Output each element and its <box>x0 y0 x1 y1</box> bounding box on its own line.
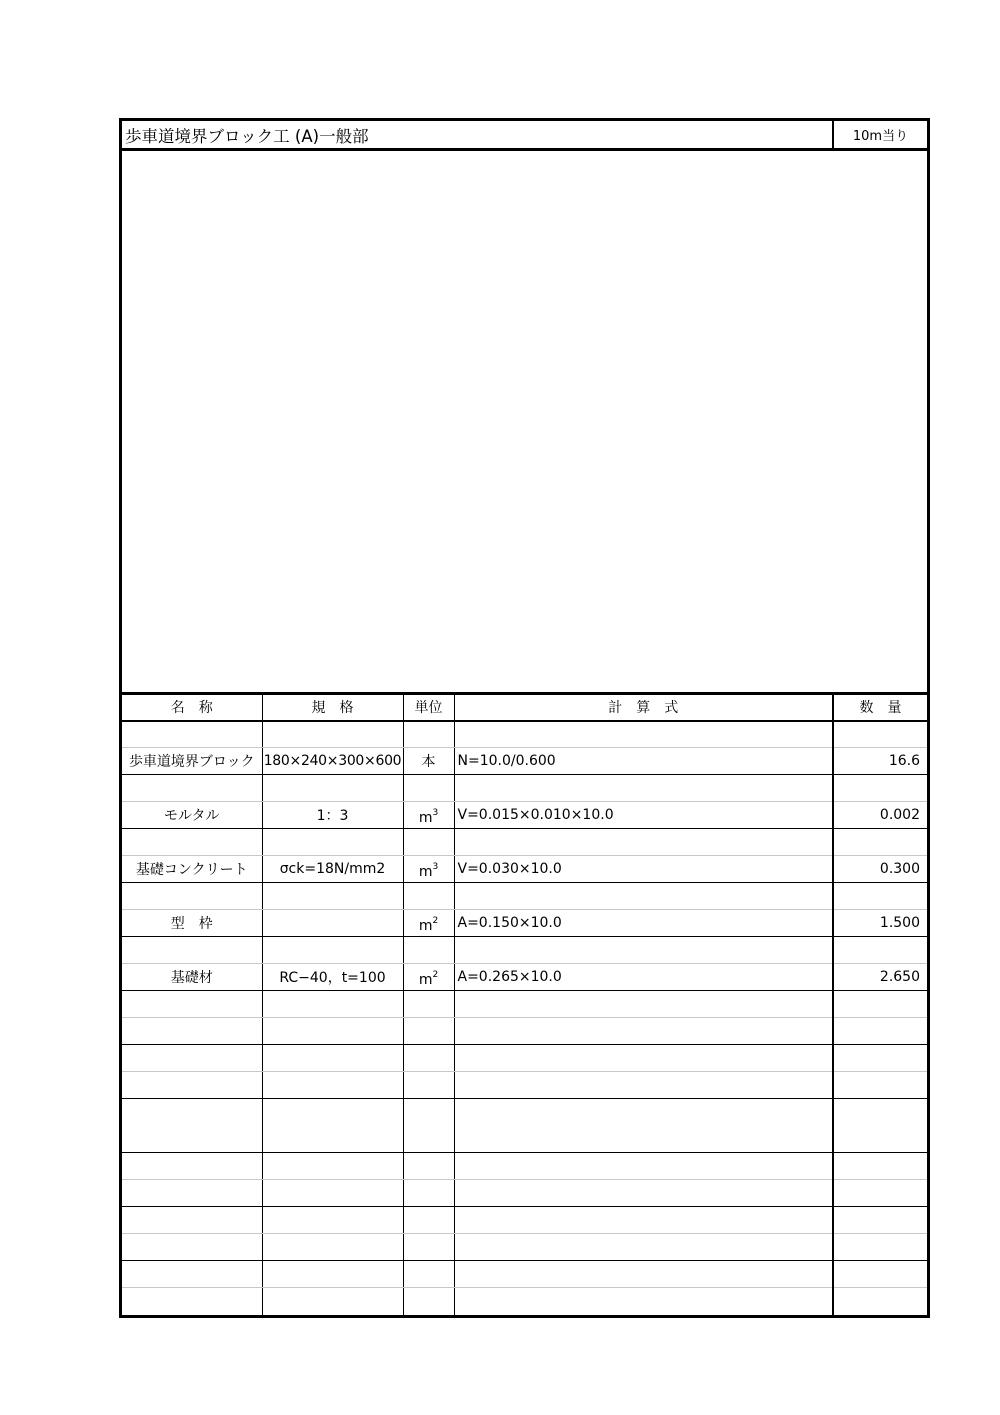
item-unit: $m^2$ <box>403 910 454 937</box>
item-formula: V=0.030×10.0 <box>454 856 833 883</box>
item-unit: 本 <box>403 748 454 775</box>
item-formula: N=10.0/0.600 <box>454 748 833 775</box>
item-formula: A=0.150×10.0 <box>454 910 833 937</box>
table-row <box>122 856 927 883</box>
table-row-empty <box>122 1288 927 1315</box>
item-spec: RC−40，t=100 <box>262 964 403 991</box>
item-name: 基礎材 <box>122 964 262 991</box>
table-row-spacer <box>122 721 927 748</box>
header-spec: 規 格 <box>262 694 403 721</box>
table-row-spacer <box>122 991 927 1018</box>
table-row <box>122 910 927 937</box>
table-row-spacer <box>122 883 927 910</box>
quantity-table <box>122 692 927 1315</box>
item-name: モルタル <box>122 802 262 829</box>
unit-basis-label: 10m当り <box>832 121 927 148</box>
table-row-spacer <box>122 937 927 964</box>
item-unit: $m^3$ <box>403 856 454 883</box>
table-row <box>122 802 927 829</box>
table-row-empty <box>122 1180 927 1207</box>
table-row-spacer <box>122 1153 927 1180</box>
quantity-sheet <box>119 118 930 1318</box>
item-formula: V=0.015×0.010×10.0 <box>454 802 833 829</box>
item-spec <box>262 910 403 937</box>
table-row-empty <box>122 1234 927 1261</box>
table-row-empty <box>122 1126 927 1153</box>
item-name: 基礎コンクリート <box>122 856 262 883</box>
drawing-area <box>122 151 927 692</box>
table-row <box>122 964 927 991</box>
table-row-spacer <box>122 775 927 802</box>
table-row-empty <box>122 1072 927 1099</box>
item-spec: 1：3 <box>262 802 403 829</box>
item-unit: $m^2$ <box>403 964 454 991</box>
header-quantity: 数 量 <box>833 694 927 721</box>
item-quantity: 2.650 <box>833 964 927 991</box>
sheet-title: 歩車道境界ブロック工 (A)一般部 <box>125 127 369 146</box>
table-header <box>122 694 927 721</box>
table-row-spacer <box>122 1045 927 1072</box>
item-spec: 180×240×300×600 <box>262 748 403 775</box>
header-formula: 計 算 式 <box>454 694 833 721</box>
table-row-spacer <box>122 829 927 856</box>
item-formula: A=0.265×10.0 <box>454 964 833 991</box>
item-quantity: 0.300 <box>833 856 927 883</box>
item-name: 型 枠 <box>122 910 262 937</box>
item-name: 歩車道境界ブロック <box>122 748 262 775</box>
item-unit: $m^3$ <box>403 802 454 829</box>
header-unit: 単位 <box>403 694 454 721</box>
table-row-empty <box>122 1018 927 1045</box>
item-quantity: 0.002 <box>833 802 927 829</box>
item-spec: σck=18N/mm2 <box>262 856 403 883</box>
title-row <box>122 121 927 151</box>
table-row-spacer <box>122 1207 927 1234</box>
header-name: 名 称 <box>122 694 262 721</box>
item-quantity: 16.6 <box>833 748 927 775</box>
table-row-spacer <box>122 1261 927 1288</box>
table-row <box>122 748 927 775</box>
item-quantity: 1.500 <box>833 910 927 937</box>
table-row-spacer <box>122 1099 927 1126</box>
